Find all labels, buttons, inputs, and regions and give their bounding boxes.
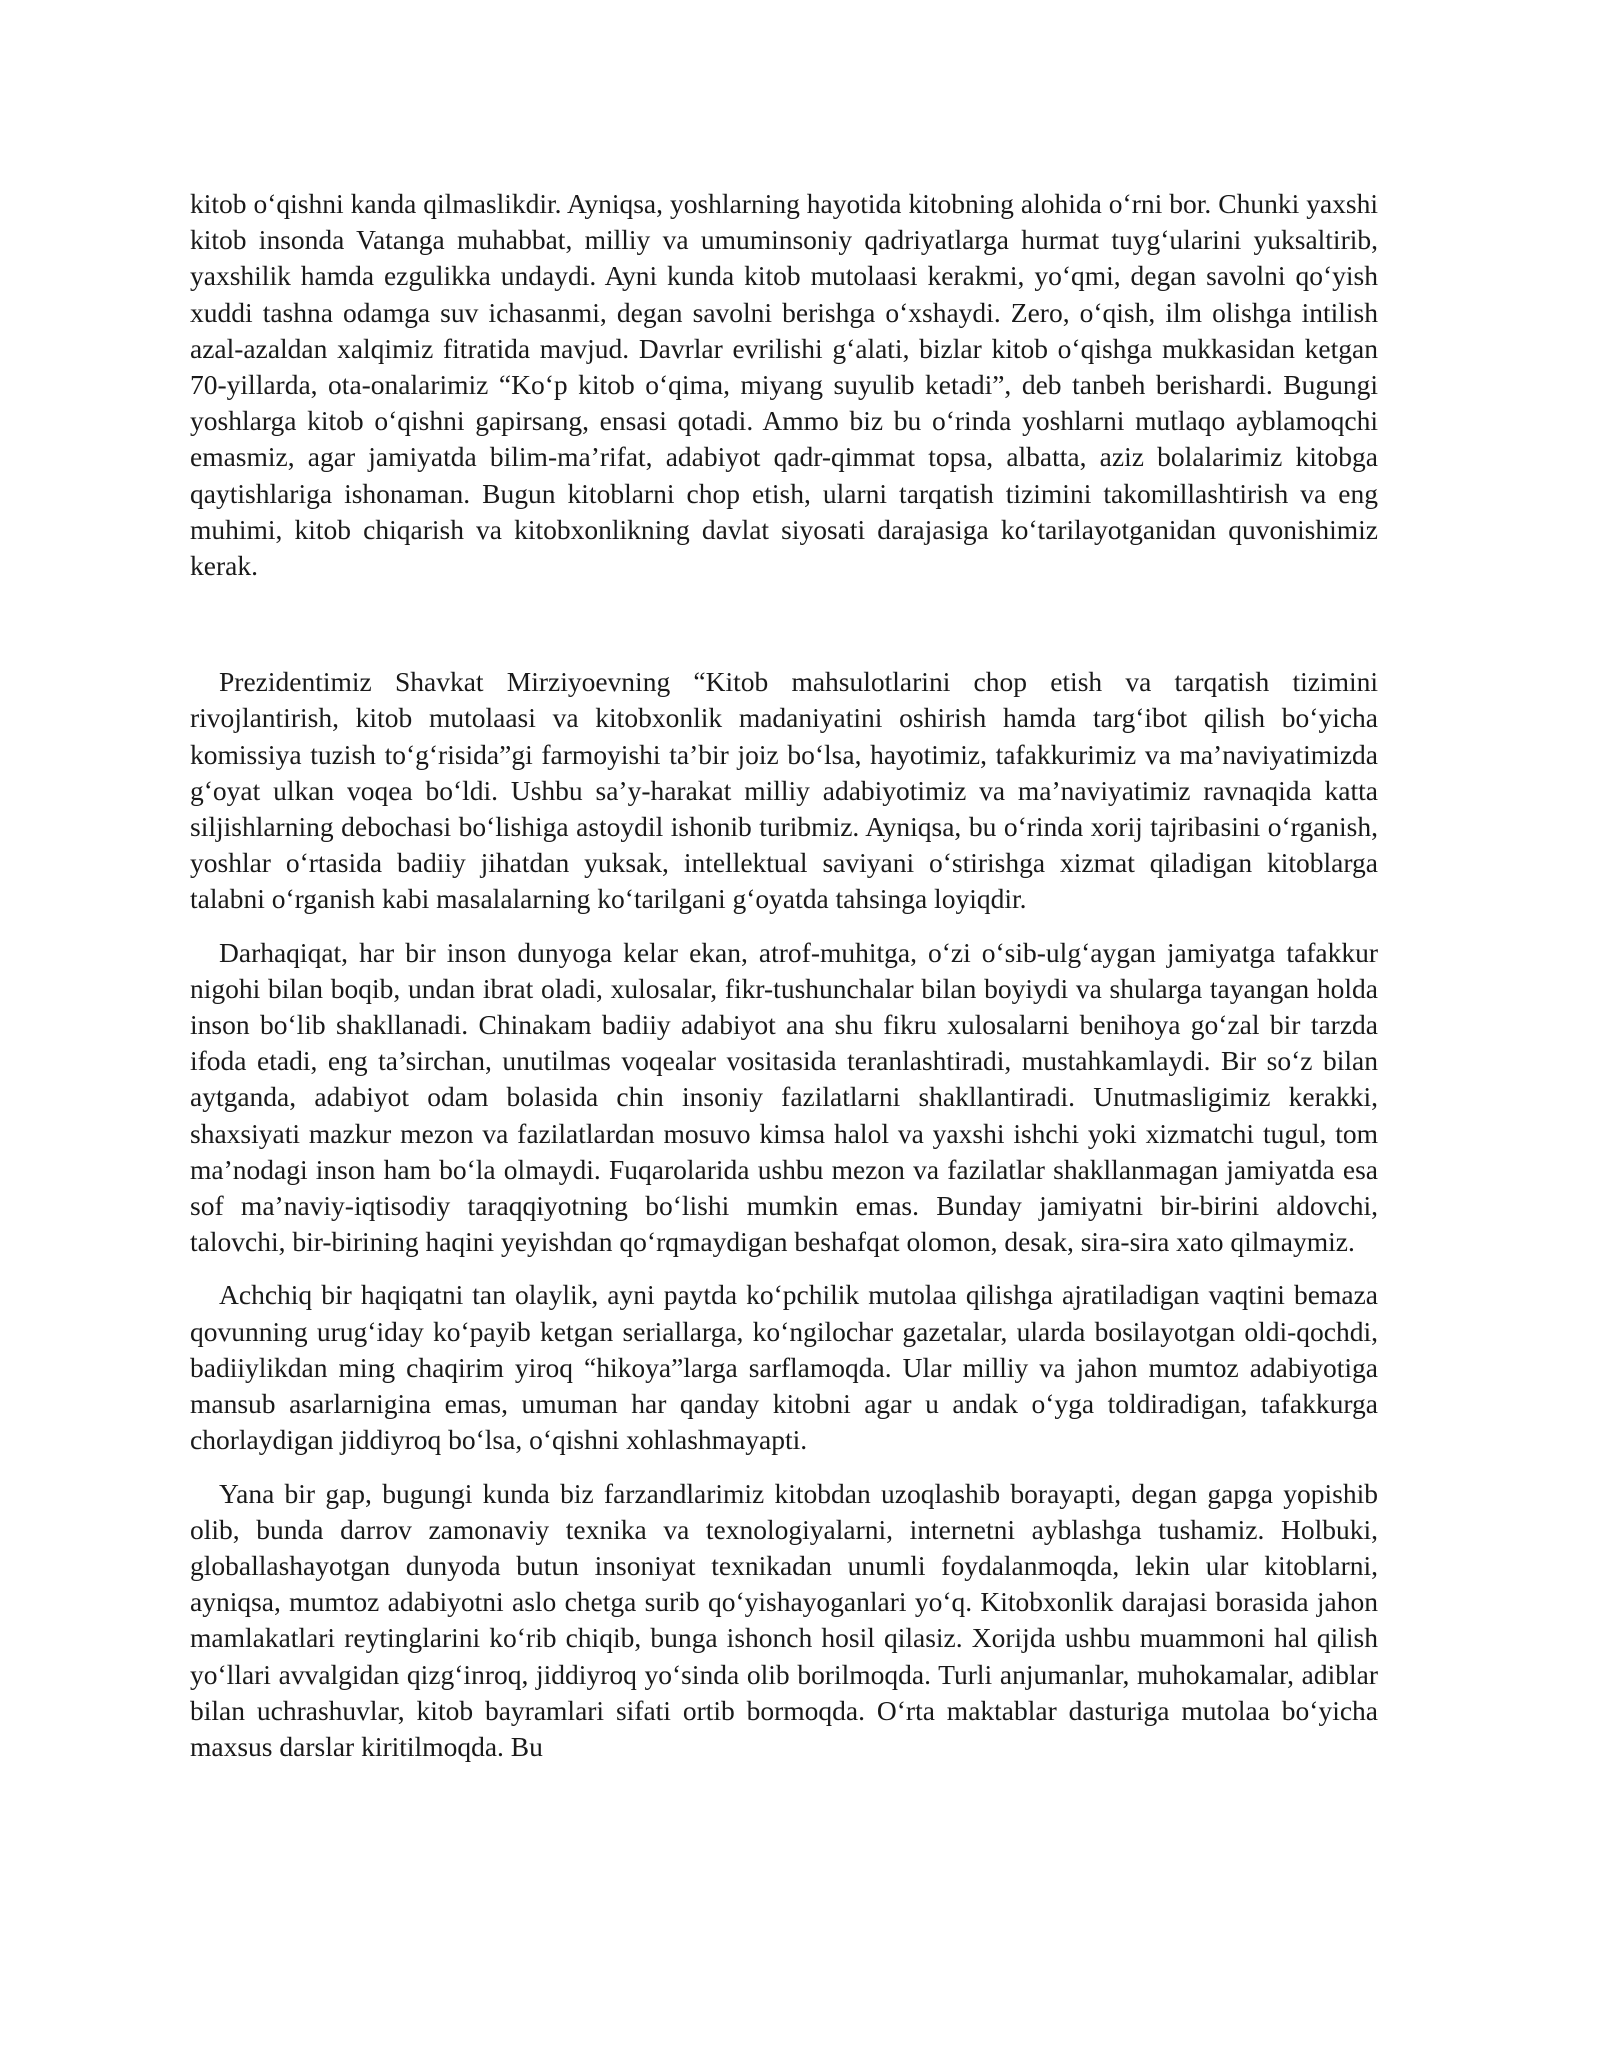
paragraph-technology: Yana bir gap, bugungi kunda biz farzandlarimiz kitobdan uzoqlashib borayapti, degan gapga yopishib olib, bunda darrov zamonaviy texnika va texnologiyalarni, internetni ayblashga tushamiz. Holbuki, globallashayotgan dunyoda butun insoniyat texnikadan unumli foydalanmoqda, lekin ular kitoblarni, ayniqsa, mumtoz adabiyotni aslo chetga surib qo‘yishayoganlari yo‘q. Kitobxonlik darajasi borasida jahon mamlakatlari reytinglarini ko‘rib chiqib, bunga ishonch hosil qilasiz. Xorijda ushbu muammoni hal qilish yo‘llari avvalgidan qizg‘inroq, jiddiyroq yo‘sinda olib borilmoqda. Turli anjumanlar, muhokamalar, adiblar bilan uchrashuvlar, kitob bayramlari sifati ortib bormoqda. O‘rta maktablar dasturiga mutolaa bo‘yicha maxsus darslar kiritilmoqda. Bu xyxy=(190,1477,1378,1762)
paragraph-continuation: kitob o‘qishni kanda qilmaslikdir. Ayniqsa, yoshlarning hayotida kitobning alohida o‘rni bor. Chunki yaxshi kitob insonda Vatanga muhabbat, milliy va umuminsoniy qadriyatlarga hurmat tuyg‘ularini yuksaltirib, yaxshilik hamda ezgulikka undaydi. Ayni kunda kitob mutolaasi kerakmi, yo‘qmi, degan savolni qo‘yish xuddi tashna odamga suv ichasanmi, degan savolni berishga o‘xshaydi. Zero, o‘qish, ilm olishga intilish azal-azaldan xalqimiz fitratida mavjud. Davrlar evrilishi g‘alati, bizlar kitob o‘qishga mukkasidan ketgan 70-yillarda, ota-onalarimiz “Ko‘p kitob o‘qima, miyang suyulib ketadi”, deb tanbeh berishardi. Bugungi yoshlarga kitob o‘qishni gapirsang, ensasi qotadi. Ammo biz bu o‘rinda yoshlarni mutlaqo ayblamoqchi emasmiz, agar jamiyatda bilim-ma’rifat, adabiyot qadr-qimmat topsa, albatta, aziz bolalarimiz kitobga qaytishlariga ishonaman. Bugun kitoblarni chop etish, ularni tarqatish tizimini takomillashtirish va eng muhimi, kitob chiqarish va kitobxonlikning davlat siyosati darajasiga ko‘tarilayotganidan quvonishimiz kerak. xyxy=(190,188,1378,582)
paragraph-literature-role: Darhaqiqat, har bir inson dunyoga kelar ekan, atrof-muhitga, o‘zi o‘sib-ulg‘aygan jamiyatga tafakkur nigohi bilan boqib, undan ibrat oladi, xulosalar, fikr-tushunchalar bilan boyiydi va shularga tayangan holda inson bo‘lib shakllanadi. Chinakam badiiy adabiyot ana shu fikru xulosalarni benihoya go‘zal bir tarzda ifoda etadi, eng ta’sirchan, unutilmas voqealar vositasida teranlashtiradi, mustahkamlaydi. Bir so‘z bilan aytganda, adabiyot odam bolasida chin insoniy fazilatlarni shakllantiradi. Unutmasligimiz kerakki, shaxsiyati mazkur mezon va fazilatlardan mosuvo kimsa halol va yaxshi ishchi yoki xizmatchi tugul, tom ma’nodagi inson ham bo‘la olmaydi. Fuqarolarida ushbu mezon va fazilatlar shakllanmagan jamiyatda esa sof ma’naviy-iqtisodiy taraqqiyotning bo‘lishi mumkin emas. Bunday jamiyatni bir-birini aldovchi, talovchi, bir-birining haqini yeyishdan qo‘rqmaydigan beshafqat olomon, desak, sira-sira xato qilmaymiz. xyxy=(190,936,1378,1258)
paragraph-presidential-decree: Prezidentimiz Shavkat Mirziyoevning “Kitob mahsulotlarini chop etish va tarqatish tizimini rivojlantirish, kitob mutolaasi va kitobxonlik madaniyatini oshirish hamda targ‘ibot qilish bo‘yicha komissiya tuzish to‘g‘risida”gi farmoyishi ta’bir joiz bo‘lsa, hayotimiz, tafakkurimiz va ma’naviyatimizda g‘oyat ulkan voqea bo‘ldi. Ushbu sa’y-harakat milliy adabiyotimiz va ma’naviyatimiz ravnaqida katta siljishlarning debochasi bo‘lishiga astoydil ishonib turibmiz. Ayniqsa, bu o‘rinda xorij tajribasini o‘rganish, yoshlar o‘rtasida badiiy jihatdan yuksak, intellektual saviyani o‘stirishga xizmat qiladigan kitoblarga talabni o‘rganish kabi masalalarning ko‘tarilgani g‘oyatda tahsinga loyiqdir. xyxy=(190,666,1378,915)
document-page xyxy=(190,186,1378,1765)
paragraph-bitter-truth: Achchiq bir haqiqatni tan olaylik, ayni paytda ko‘pchilik mutolaa qilishga ajratiladigan vaqtini bemaza qovunning urug‘iday ko‘payib ketgan seriallarga, ko‘ngilochar gazetalar, ularda bosilayotgan oldi-qochdi, badiiylikdan ming chaqirim yiroq “hikoya”larga sarflamoqda. Ular milliy va jahon mumtoz adabiyotiga mansub asarlarnigina emas, umuman har qanday kitobni agar u andak o‘yga toldiradigan, tafakkurga chorlaydigan jiddiyroq bo‘lsa, o‘qishni xohlashmayapti. xyxy=(190,1279,1378,1456)
